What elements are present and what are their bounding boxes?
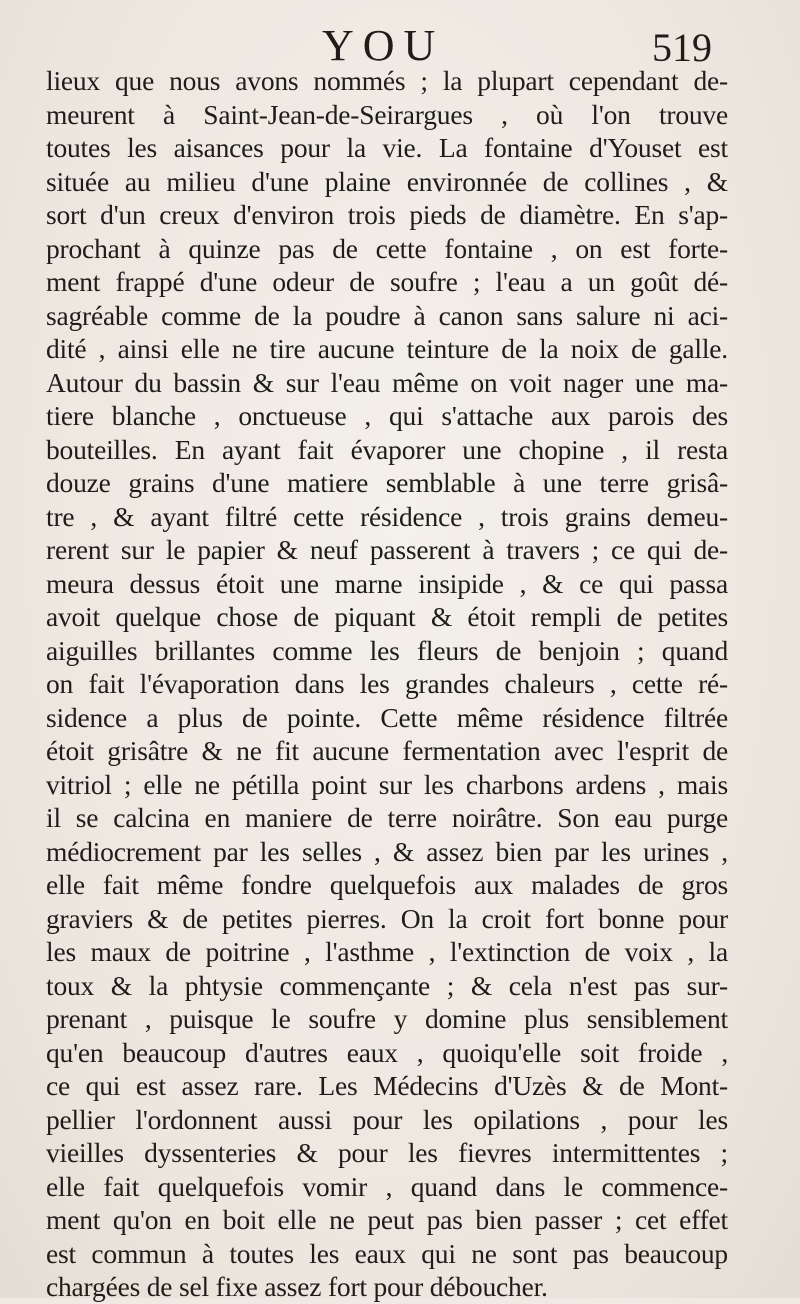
text-line: graviers & de petites pierres. On la croit fort bonne pour <box>46 902 728 934</box>
text-line: on fait l'évaporation dans les grandes chaleurs , cette ré- <box>46 668 728 699</box>
text-line: ment frappé d'une odeur de soufre ; l'eau a un goût dé- <box>46 266 728 297</box>
text-line: meura dessus étoit une marne insipide , & ce qui passa <box>46 567 728 599</box>
text-line: il se calcina en maniere de terre noirâtre. Son eau purge <box>46 802 728 833</box>
text-line: meurent à Saint-Jean-de-Seirargues , où l'on trouve <box>46 98 728 130</box>
text-line: médiocrement par les selles , & assez bien par les urines , <box>46 835 728 867</box>
running-title: YOU <box>322 21 445 70</box>
text-line: toutes les aisances pour la vie. La fontaine d'Youset est <box>46 132 728 163</box>
text-line: toux & la phtysie commençante ; & cela n'est pas sur- <box>46 969 728 1001</box>
text-line: Autour du bassin & sur l'eau même on voit nager une ma- <box>46 366 728 398</box>
text-line: avoit quelque chose de piquant & étoit rempli de petites <box>46 601 728 632</box>
text-line: est commun à toutes les eaux qui ne sont pas beaucoup <box>46 1237 728 1269</box>
text-line: qu'en beaucoup d'autres eaux , quoiqu'elle soit froide , <box>46 1036 728 1068</box>
text-line: prochant à quinze pas de cette fontaine , on est forte- <box>46 232 728 264</box>
text-line: prenant , puisque le soufre y domine plus sensiblement <box>46 1003 728 1034</box>
text-line: située au milieu d'une plaine environnée de collines , & <box>46 165 728 197</box>
text-line: vitriol ; elle ne pétilla point sur les charbons ardens , mais <box>46 768 728 800</box>
body-text <box>46 64 728 1304</box>
text-line: tiere blanche , onctueuse , qui s'attache aux parois des <box>46 400 728 431</box>
text-line: étoit grisâtre & ne fit aucune fermentation avec l'esprit de <box>46 735 728 766</box>
text-line: bouteilles. En ayant fait évaporer une chopine , il resta <box>46 433 728 465</box>
text-line: douze grains d'une matiere semblable à une terre grisâ- <box>46 467 728 498</box>
text-line: les maux de poitrine , l'asthme , l'extinction de voix , la <box>46 936 728 967</box>
text-line: vieilles dyssenteries & pour les fievres intermittentes ; <box>46 1137 728 1168</box>
text-line: dité , ainsi elle ne tire aucune teinture de la noix de galle. <box>46 333 728 364</box>
text-line: ce qui est assez rare. Les Médecins d'Uzès & de Mont- <box>46 1070 728 1101</box>
text-line: sort d'un creux d'environ trois pieds de diamètre. En s'ap- <box>46 199 728 230</box>
text-line: aiguilles brillantes comme les fleurs de benjoin ; quand <box>46 634 728 666</box>
text-line: sagréable comme de la poudre à canon sans salure ni aci- <box>46 299 728 331</box>
text-line: tre , & ayant filtré cette résidence , trois grains demeu- <box>46 500 728 532</box>
text-line: elle fait quelquefois vomir , quand dans le commence- <box>46 1170 728 1202</box>
text-line: pellier l'ordonnent aussi pour les opilations , pour les <box>46 1103 728 1135</box>
text-line: chargées de sel fixe assez fort pour déboucher. <box>46 1271 548 1302</box>
page-number: 519 <box>652 25 712 70</box>
text-line: elle fait même fondre quelquefois aux malades de gros <box>46 869 728 900</box>
text-line: lieux que nous avons nommés ; la plupart cependant de- <box>46 65 728 96</box>
text-line: rerent sur le papier & neuf passerent à travers ; ce qui de- <box>46 534 728 565</box>
text-line: ment qu'on en boit elle ne peut pas bien passer ; cet effet <box>46 1204 728 1235</box>
text-line: sidence a plus de pointe. Cette même résidence filtrée <box>46 701 728 733</box>
